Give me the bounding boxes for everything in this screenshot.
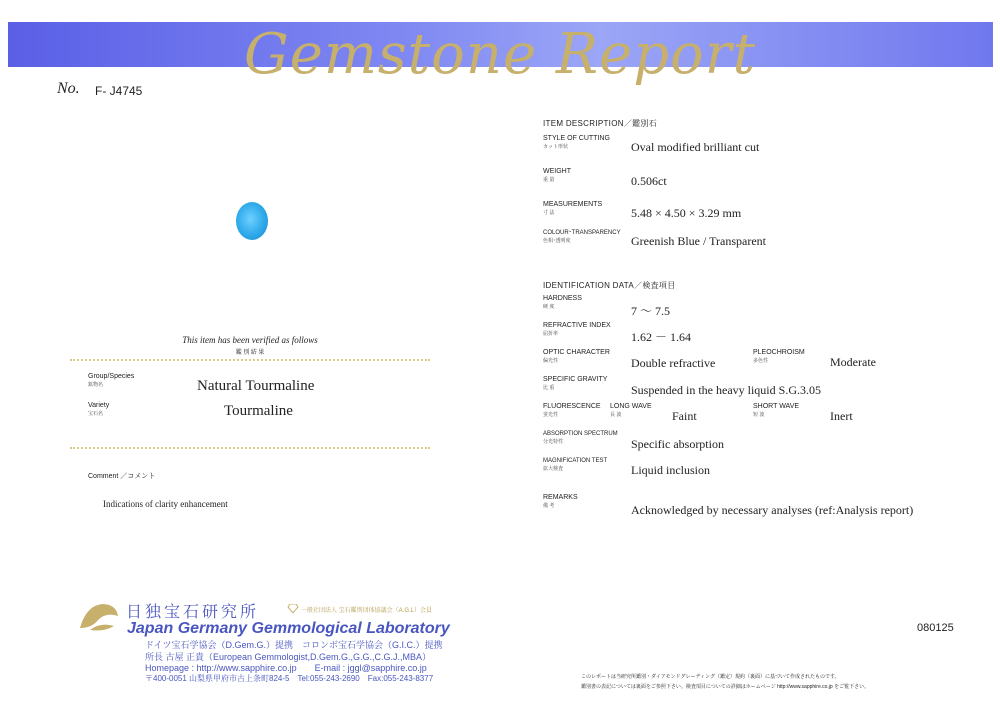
ri-label: REFRACTIVE INDEX — [543, 322, 611, 329]
group-label: Group/Species — [88, 373, 135, 380]
sg-label-jp: 比 重 — [543, 385, 555, 391]
optic-value: Double refractive — [631, 356, 716, 370]
sg-value: Suspended in the heavy liquid S.G.3.05 — [631, 383, 821, 397]
lab-logo-icon — [76, 598, 122, 634]
lab-name-en: Japan Germany Gemmological Laboratory — [127, 620, 450, 637]
short-wave-value: Inert — [830, 409, 853, 423]
group-value: Natural Tourmaline — [197, 378, 315, 394]
absorption-label: ABSORPTION SPECTRUM — [543, 431, 618, 437]
long-wave-value: Faint — [672, 409, 697, 423]
identification-heading: IDENTIFICATION DATA／検査項目 — [543, 281, 676, 290]
cutting-label-jp: カット形状 — [543, 144, 568, 150]
fluorescence-label: FLUORESCENCE — [543, 403, 601, 410]
pleochroism-value: Moderate — [830, 355, 876, 369]
report-title: Gemstone Report — [243, 22, 757, 87]
remarks-value: Acknowledged by necessary analyses (ref:Analysis report) — [631, 503, 914, 517]
colour-label: COLOUR･TRANSPARENCY — [543, 230, 621, 236]
fluorescence-label-jp: 蛍光性 — [543, 412, 559, 418]
weight-label: WEIGHT — [543, 168, 571, 175]
long-wave-label: LONG WAVE — [610, 403, 652, 410]
hardness-label: HARDNESS — [543, 295, 582, 302]
magnification-value: Liquid inclusion — [631, 463, 710, 477]
hardness-label-jp: 硬 度 — [543, 304, 555, 310]
gemstone-photo — [236, 202, 268, 240]
comment-value: Indications of clarity enhancement — [103, 499, 228, 509]
short-wave-label-jp: 短 波 — [753, 412, 765, 418]
lab-affiliation: ドイツ宝石学協会（D.Gem.G.）提携 コロンボ宝石学協会（G.I.C.）提携 — [145, 640, 443, 650]
measurements-label: MEASUREMENTS — [543, 201, 603, 208]
item-description-heading: ITEM DESCRIPTION／鑑別石 — [543, 119, 658, 128]
lab-contact-web: Homepage : http://www.sapphire.co.jp E-mail : jggl@sapphire.co.jp — [145, 663, 427, 673]
absorption-value: Specific absorption — [631, 437, 724, 451]
absorption-label-jp: 分光特性 — [543, 439, 564, 445]
short-wave-label: SHORT WAVE — [753, 403, 800, 410]
report-code: 080125 — [917, 622, 954, 634]
long-wave-label-jp: 長 波 — [610, 412, 622, 418]
measurements-label-jp: 寸 法 — [543, 210, 555, 216]
verified-statement-jp: 鑑 別 結 果 — [235, 350, 265, 356]
colour-value: Greenish Blue / Transparent — [631, 234, 766, 248]
cutting-value: Oval modified brilliant cut — [631, 140, 760, 154]
lab-address: 〒400-0051 山梨県甲府市古上条町824-5 Tel:055-243-2690 Fax:055-243-8377 — [145, 674, 434, 683]
divider-top — [70, 359, 430, 363]
pleochroism-label: PLEOCHROISM — [753, 349, 805, 356]
report-no-value: F- J4745 — [95, 84, 143, 98]
hardness-value: 7 ～ 7.5 — [631, 304, 671, 318]
cutting-label: STYLE OF CUTTING — [543, 135, 610, 142]
diamond-icon — [287, 604, 299, 613]
verified-statement: This item has been verified as follows — [182, 335, 318, 345]
sg-label: SPECIFIC GRAVITY — [543, 376, 608, 383]
variety-value: Tourmaline — [224, 403, 293, 419]
ri-label-jp: 屈折率 — [543, 331, 559, 337]
magnification-label: MAGNIFICATION TEST — [543, 458, 608, 464]
comment-label: Comment ／コメント — [88, 473, 156, 480]
ri-value: 1.62 － 1.64 — [631, 330, 692, 344]
footer-note-1: このレポートは当研究所鑑別・ダイアモンドグレーディング（鑑定）規約（裏面）に基づいて作成されたものです。 — [581, 674, 840, 680]
lab-name-jp: 日独宝石研究所 — [126, 602, 260, 621]
optic-label: OPTIC CHARACTER — [543, 349, 610, 356]
optic-label-jp: 偏光性 — [543, 358, 559, 364]
group-label-jp: 鉱物名 — [88, 382, 104, 388]
variety-label-jp: 宝石名 — [88, 411, 104, 417]
weight-label-jp: 重 量 — [543, 177, 555, 183]
pleochroism-label-jp: 多色性 — [753, 358, 769, 364]
magnification-label-jp: 拡大検査 — [543, 466, 564, 472]
lab-director: 所長 古屋 正貴（European Gemmologist,D.Gem.G.,G.G.,C.G.J.,MBA） — [145, 652, 432, 662]
remarks-label-jp: 備 考 — [543, 503, 555, 509]
variety-label: Variety — [88, 402, 110, 409]
footer-note-2: 鑑別書の表記については裏面をご参照下さい。検査項目についての詳細はホームページ http://www.sapphire.co.jp をご覧下さい。 — [581, 684, 870, 690]
weight-value: 0.506ct — [631, 174, 667, 188]
colour-label-jp: 色相･透明度 — [543, 238, 571, 244]
report-no-label: No. — [57, 80, 80, 97]
measurements-value: 5.48 × 4.50 × 3.29 mm — [631, 206, 742, 220]
association-text: 一般社団法人 宝石鑑別団体協議会（A.G.L）会員 — [301, 608, 433, 614]
divider-bottom — [70, 447, 430, 451]
remarks-label: REMARKS — [543, 494, 578, 501]
